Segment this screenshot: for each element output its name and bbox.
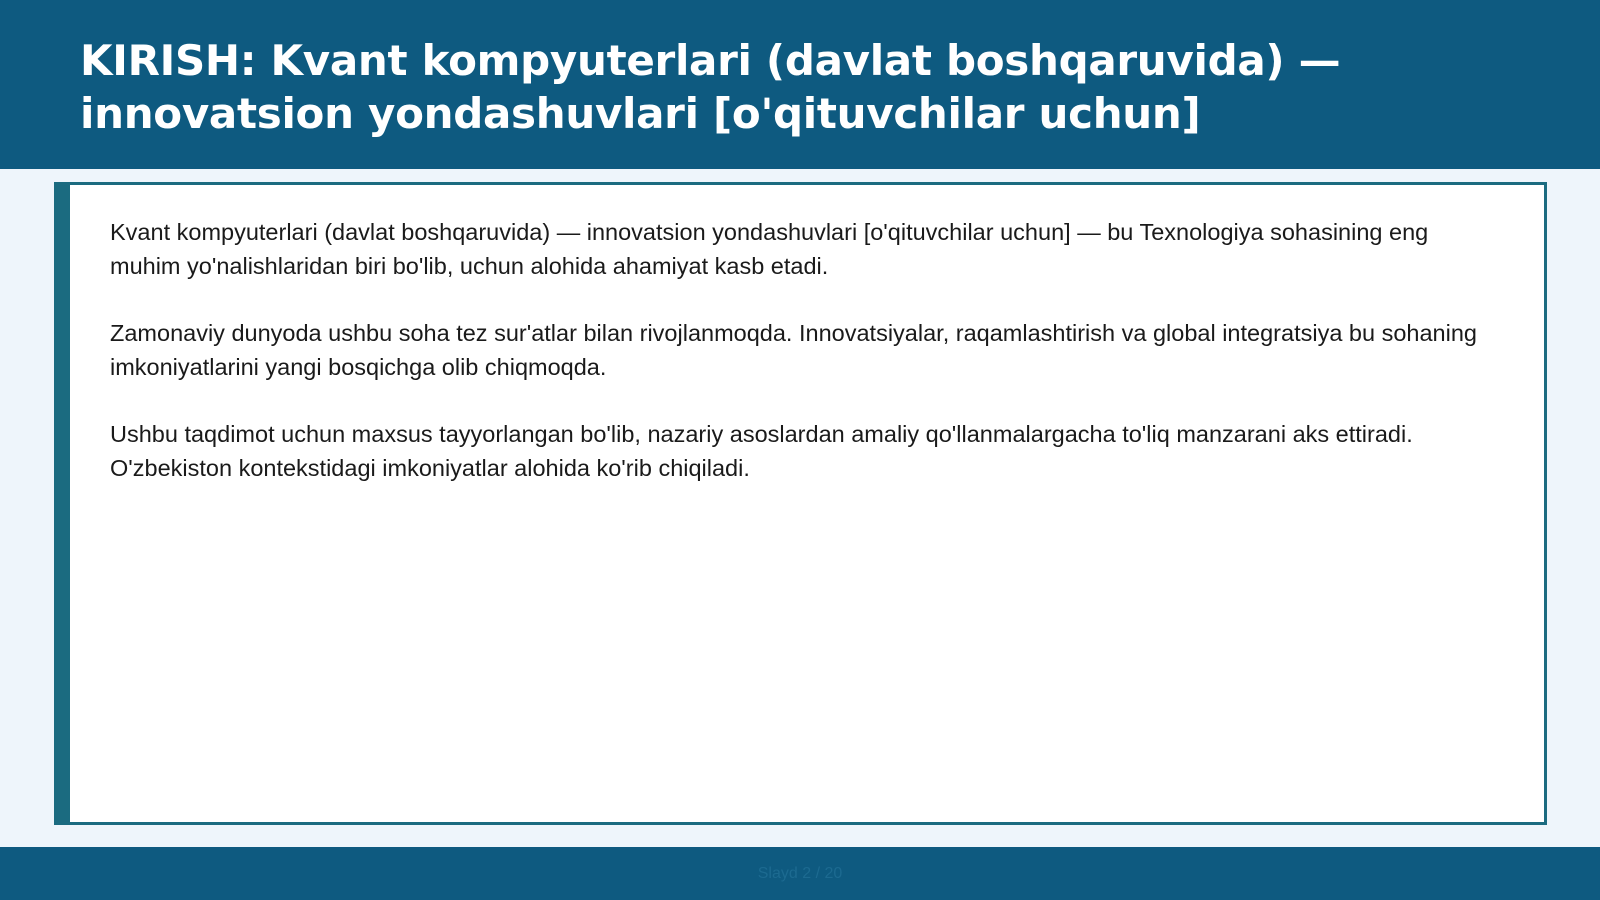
paragraph-presentation-purpose: Ushbu taqdimot uchun maxsus tayyorlangan bo'lib, nazariy asoslardan amaliy qo'llanmalargacha to'liq manzarani aks ettiradi. O'zbekiston kontekstidagi imkoniyatlar alohida ko'rib chiqiladi. <box>110 421 1413 481</box>
slide-header <box>0 0 1600 169</box>
slide-title: KIRISH: Kvant kompyuterlari (davlat boshqaruvida) — innovatsion yondashuvlari [o'qituvchilar uchun] <box>80 36 1341 138</box>
paragraph-intro: Kvant kompyuterlari (davlat boshqaruvida) — innovatsion yondashuvlari [o'qituvchilar uchun] — bu Texnologiya sohasining eng muhim yo'nalishlaridan biri bo'lib, uchun alohida ahamiyat kasb etadi. <box>110 219 1429 279</box>
slide-footer <box>0 847 1600 900</box>
paragraph-modern-world: Zamonaviy dunyoda ushbu soha tez sur'atlar bilan rivojlanmoqda. Innovatsiyalar, raqamlashtirish va global integratsiya bu sohaning imkoniyatlarini yangi bosqichga olib chiqmoqda. <box>110 320 1477 380</box>
slide-number: Slayd 2 / 20 <box>757 864 843 882</box>
content-card <box>54 182 1547 825</box>
